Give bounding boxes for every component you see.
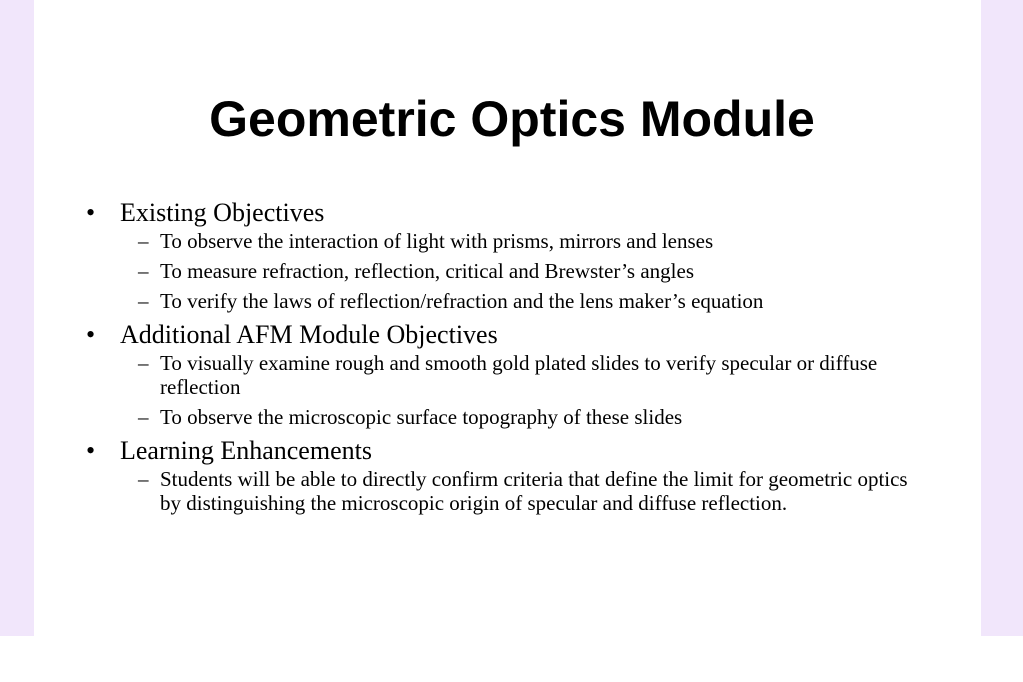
dash-icon: – [138, 351, 149, 375]
sub-bullet-text: To observe the microscopic surface topography of these slides [160, 405, 683, 429]
sub-bullet [86, 289, 926, 313]
dash-icon: – [138, 405, 149, 429]
dash-icon: – [138, 467, 149, 491]
sub-list-additional-afm-objectives [86, 351, 926, 429]
dash-icon: – [138, 289, 149, 313]
bullet-additional-afm-objectives [86, 319, 926, 351]
bullet-text: Learning Enhancements [120, 436, 372, 465]
left-margin-band [0, 0, 34, 636]
dash-icon: – [138, 259, 149, 283]
bullet-text: Additional AFM Module Objectives [120, 320, 498, 349]
sub-bullet-text: Students will be able to directly confirm criteria that define the limit for geometric optics by distinguishing the microscopic origin of specular and diffuse reflection. [160, 467, 908, 515]
bullet-learning-enhancements [86, 435, 926, 467]
bullet-text: Existing Objectives [120, 198, 325, 227]
bullet-icon: • [86, 198, 96, 227]
sub-bullet [86, 467, 926, 515]
sub-bullet-text: To visually examine rough and smooth gold plated slides to verify specular or diffuse reflection [160, 351, 878, 399]
slide-content [86, 197, 926, 521]
sub-bullet-text: To observe the interaction of light with prisms, mirrors and lenses [160, 229, 714, 253]
sub-bullet [86, 259, 926, 283]
sub-bullet-text: To verify the laws of reflection/refraction and the lens maker’s equation [160, 289, 764, 313]
slide-title: Geometric Optics Module [209, 91, 815, 147]
bullet-icon: • [86, 320, 96, 349]
sub-bullet [86, 351, 926, 399]
bullet-existing-objectives [86, 197, 926, 229]
dash-icon: – [138, 229, 149, 253]
sub-bullet [86, 229, 926, 253]
slide [34, 0, 981, 636]
sub-list-existing-objectives [86, 229, 926, 313]
sub-list-learning-enhancements [86, 467, 926, 515]
sub-bullet [86, 405, 926, 429]
bullet-icon: • [86, 436, 96, 465]
sub-bullet-text: To measure refraction, reflection, critical and Brewster’s angles [160, 259, 694, 283]
